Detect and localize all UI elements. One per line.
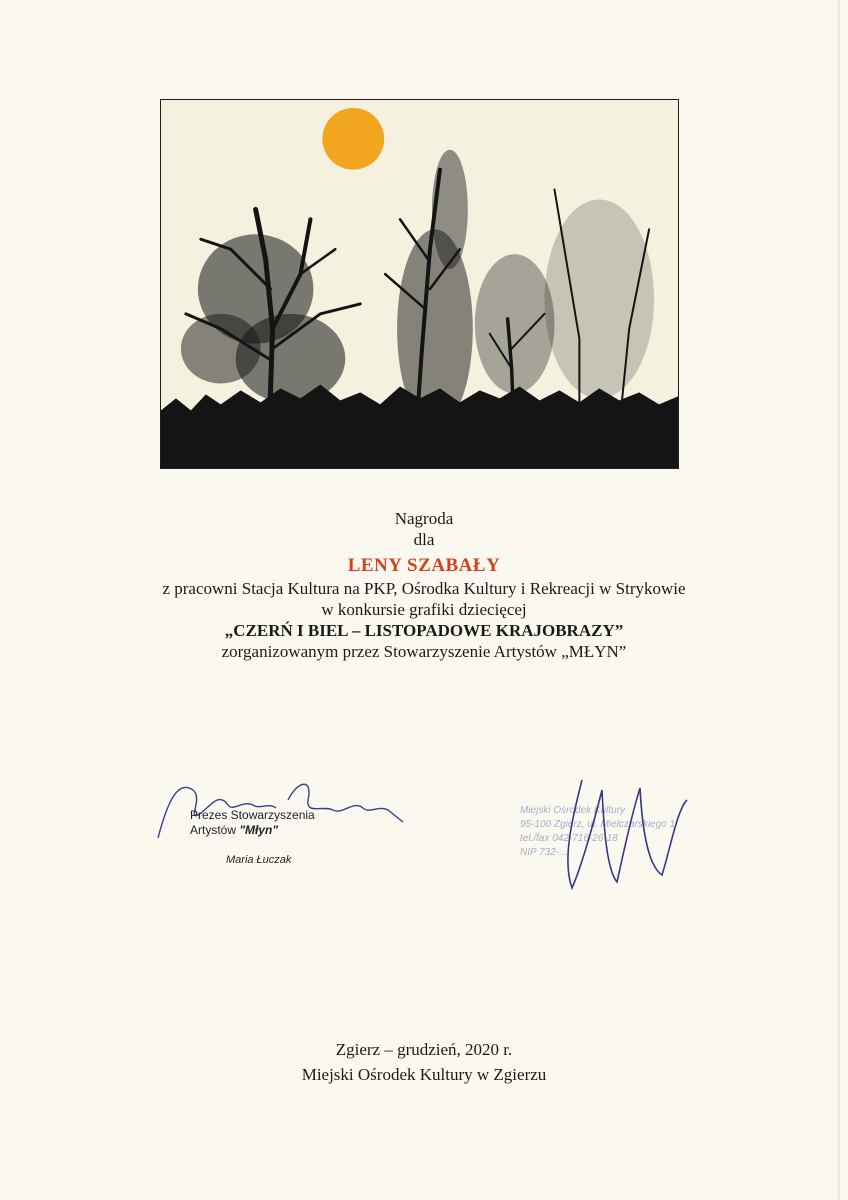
artwork-illustration (160, 99, 679, 469)
stamp-line4: NIP 732-... (520, 847, 568, 858)
award-text (0, 508, 848, 662)
trees-landscape-illustration (161, 100, 678, 468)
role-line2-prefix: Artystów (190, 823, 240, 837)
place-date: Zgierz – grudzień, 2020 r. (335, 1040, 513, 1059)
recipient-studio: z pracowni Stacja Kultura na PKP, Ośrodka Kultury i Rekreacji w Strykowie (162, 579, 686, 598)
stamp-line1: Miejski Ośrodek Kultury (520, 805, 626, 816)
role-line1: Prezes Stowarzyszenia (190, 808, 315, 822)
stamp-line2: 95-100 Zgierz, ul. Mielczarskiego 1 (520, 819, 676, 830)
signature-block-right (512, 770, 712, 900)
contest-title: „CZERŃ I BIEL – LISTOPADOWE KRAJOBRAZY” (224, 621, 624, 640)
handwritten-signature-icon (512, 770, 712, 900)
organizer-line: zorganizowanym przez Stowarzyszenie Artystów „MŁYN” (221, 642, 627, 661)
stamp-line3: tel./fax 042-716-26-18 (520, 833, 618, 844)
sun-shape (322, 108, 384, 170)
contest-type: w konkursie grafiki dziecięcej (321, 600, 527, 619)
signer-name: Maria Łuczak (226, 854, 292, 866)
footer-text (0, 1037, 848, 1087)
award-label: Nagroda (394, 509, 454, 528)
signature-role (190, 808, 315, 838)
role-line2 (190, 823, 315, 838)
issuing-institution: Miejski Ośrodek Kultury w Zgierzu (301, 1065, 547, 1084)
recipient-name: LENY SZABAŁY (347, 555, 501, 576)
signature-block-left (148, 760, 418, 880)
award-for: dla (413, 530, 435, 549)
role-line2-name: "Młyn" (239, 823, 279, 837)
